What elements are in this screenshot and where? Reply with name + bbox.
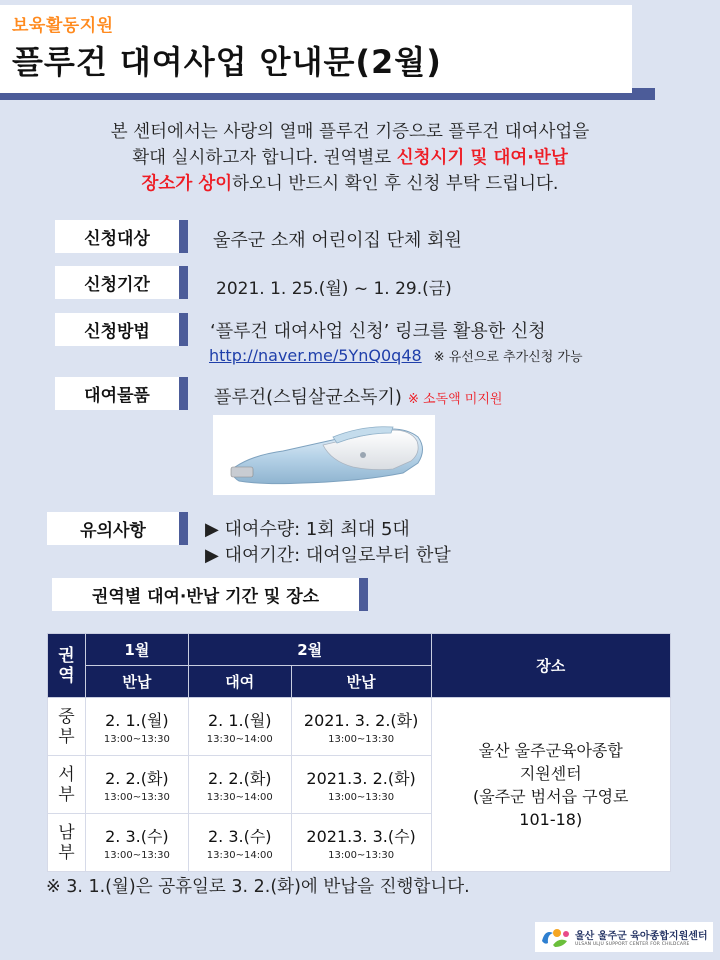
region-name: 서 부 — [58, 764, 75, 805]
jan-return-cell — [85, 698, 188, 756]
method-link-row — [209, 345, 583, 366]
feb-return-cell — [291, 756, 431, 814]
caution-label: 유의사항 — [47, 512, 188, 545]
date: 2. 1.(월) — [207, 711, 272, 730]
intro-highlight-2: 장소가 상이 — [141, 174, 233, 194]
table-row — [48, 698, 671, 756]
header-feb: 2월 — [188, 634, 431, 666]
header-jan-return: 반납 — [85, 666, 188, 698]
time: 13:30~14:00 — [206, 792, 273, 803]
intro-line-1: 본 센터에서는 사랑의 열매 플루건 기증으로 플루건 대여사업을 — [110, 122, 590, 142]
place-line: 울산 울주군육아종합 — [478, 740, 623, 760]
date: 2. 3.(수) — [207, 827, 272, 846]
time: 13:00~13:30 — [103, 734, 170, 745]
page-title: 플루건 대여사업 안내문(2월) — [12, 43, 442, 81]
intro-line-3-text: 하오니 반드시 확인 후 신청 부탁 드립니다. — [232, 174, 559, 194]
date: 2. 2.(화) — [207, 769, 272, 788]
item-value: 플루건(스팀살균소독기) — [214, 387, 402, 408]
intro-text — [30, 119, 670, 197]
time: 13:00~13:30 — [103, 850, 170, 861]
time: 13:00~13:30 — [103, 792, 170, 803]
target-label: 신청대상 — [55, 220, 188, 253]
time: 13:30~14:00 — [206, 734, 273, 745]
place-line: 101-18) — [519, 809, 583, 829]
place-line: (울주군 범서읍 구영로 — [472, 786, 629, 806]
feb-rent-cell — [188, 756, 291, 814]
header-feb-return: 반납 — [291, 666, 431, 698]
feb-rent-cell — [188, 698, 291, 756]
logo-english: ULSAN ULJU SUPPORT CENTER FOR CHILDCARE — [575, 942, 690, 947]
period-value: 2021. 1. 25.(월) ~ 1. 29.(금) — [216, 279, 452, 299]
method-value: ‘플루건 대여사업 신청’ 링크를 활용한 신청 — [210, 321, 546, 342]
time: 13:00~13:30 — [328, 734, 395, 745]
period-label: 신청기간 — [55, 266, 188, 299]
item-label: 대여물품 — [55, 377, 188, 410]
feb-rent-cell — [188, 814, 291, 872]
header-subtitle: 보육활동지원 — [12, 16, 114, 36]
date: 2021. 3. 2.(화) — [303, 711, 419, 730]
caution-item-2: ▶ 대여기간: 대여일로부터 한달 — [205, 545, 451, 566]
date: 2. 3.(수) — [105, 827, 169, 846]
region-cell — [48, 756, 86, 814]
header-region-text: 권 역 — [58, 645, 75, 686]
item-value-row — [214, 383, 502, 409]
jan-return-cell — [85, 814, 188, 872]
feb-return-cell — [291, 698, 431, 756]
flugun-product-image — [213, 415, 435, 495]
logo-text — [575, 927, 708, 947]
region-cell — [48, 814, 86, 872]
region-name: 중 부 — [58, 706, 75, 747]
time: 13:00~13:30 — [328, 792, 395, 803]
caution-item-1: ▶ 대여수량: 1회 최대 5대 — [205, 519, 410, 540]
item-note: ※ 소독액 미지원 — [407, 392, 503, 407]
jan-return-cell — [85, 756, 188, 814]
time: 13:30~14:00 — [206, 850, 273, 861]
header-region — [48, 634, 86, 698]
schedule-table — [47, 633, 671, 872]
header-jan: 1월 — [85, 634, 188, 666]
header-card — [0, 5, 632, 93]
place-line: 지원센터 — [519, 763, 582, 783]
center-logo — [535, 922, 713, 952]
region-cell — [48, 698, 86, 756]
application-link[interactable]: http://naver.me/5YnQ0q48 — [209, 346, 422, 365]
intro-line-2 — [30, 145, 670, 171]
feb-return-cell — [291, 814, 431, 872]
logo-mark-icon — [539, 925, 571, 949]
header-feb-rent: 대여 — [188, 666, 291, 698]
method-label: 신청방법 — [55, 313, 188, 346]
logo-name: 울산 울주군 육아종합지원센터 — [575, 931, 708, 942]
intro-line-3 — [30, 171, 670, 197]
header-place: 장소 — [431, 634, 670, 698]
date: 2021.3. 3.(수) — [306, 827, 416, 846]
region-section-label: 권역별 대여·반납 기간 및 장소 — [52, 578, 368, 611]
date: 2021.3. 2.(화) — [306, 769, 416, 788]
target-value: 울주군 소재 어린이집 단체 회원 — [213, 230, 462, 251]
intro-highlight-1: 신청시기 및 대여·반납 — [396, 148, 568, 168]
footnote: ※ 3. 1.(월)은 공휴일로 3. 2.(화)에 반납을 진행합니다. — [46, 877, 470, 897]
intro-line-2-text: 확대 실시하고자 합니다. 권역별로 — [132, 148, 397, 168]
date: 2. 1.(월) — [105, 711, 169, 730]
region-name: 남 부 — [58, 822, 75, 863]
date: 2. 2.(화) — [105, 769, 169, 788]
time: 13:00~13:30 — [328, 850, 395, 861]
place-cell — [431, 698, 670, 872]
method-note: ※ 유선으로 추가신청 가능 — [433, 350, 583, 365]
